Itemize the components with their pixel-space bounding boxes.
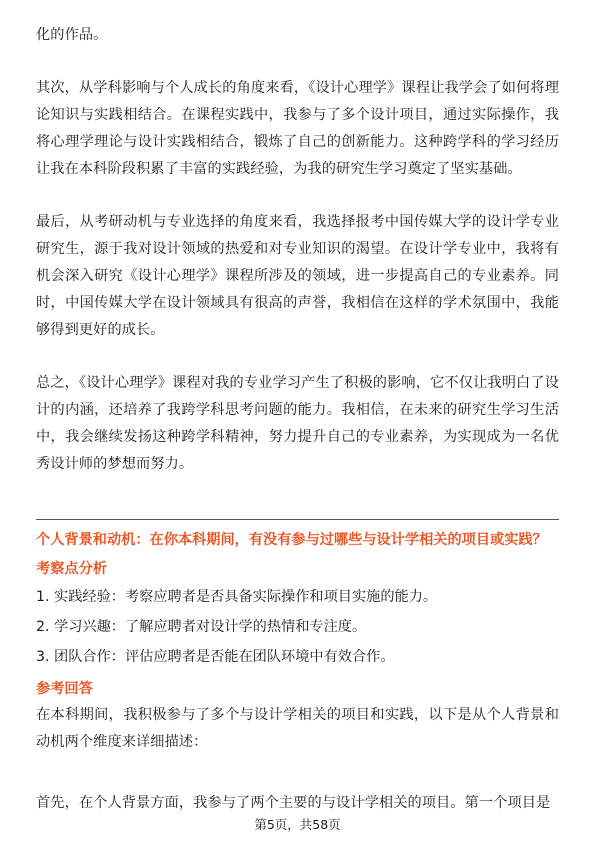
answer-continuation [36,790,559,817]
page-number: 第5页，共58页 [254,817,341,832]
analysis-title: 考察点分析 [36,561,107,577]
paragraph-continuation: 化的作品。 [36,27,108,43]
answer-paragraph-first-point: 首先，在个人背景方面，我参与了两个主要的与设计学相关的项目。第一个项目是 [36,795,551,811]
analysis-item: 3. 团队合作：评估应聘者是否能在团队环境中有效合作。 [36,649,395,665]
page-body [36,22,559,478]
answer-paragraph: 在本科期间，我积极参与了多个与设计学相关的项目和实践，以下是从个人背景和动机两个维度来详细描述： [36,707,559,750]
analysis-item: 1. 实践经验：考察应聘者是否具备实际操作和项目实施的能力。 [36,589,438,605]
question-heading: 个人背景和动机：在你本科期间，有没有参与过哪些与设计学相关的项目或实践？ [36,532,547,548]
answer-title: 参考回答 [36,681,93,697]
paragraph-second: 其次，从学科影响与个人成长的角度来看，《设计心理学》课程让我学会了如何将理论知识与实践相结合。在课程实践中，我参与了多个设计项目，通过实际操作，我将心理学理论与设计实践相结合，锻炼了自己的创新能力。这种跨学科的学习经历让我在本科阶段积累了丰富的实践经验，为我的研究生学习奠定了坚实基础。 [36,80,559,177]
analysis-item: 2. 学习兴趣：了解应聘者对设计学的热情和专注度。 [36,619,367,635]
answer-body [36,702,559,756]
section-divider [36,519,559,520]
paragraph-conclusion: 总之，《设计心理学》课程对我的专业学习产生了积极的影响，它不仅让我明白了设计的内涵，还培养了我跨学科思考问题的能力。我相信，在未来的研究生学习生活中，我会继续发扬这种跨学科精神，努力提升自己的专业素养，为实现成为一名优秀设计师的梦想而努力。 [36,375,559,472]
paragraph-finally: 最后，从考研动机与专业选择的角度来看，我选择报考中国传媒大学的设计学专业研究生，源于我对设计领域的热爱和对专业知识的渴望。在设计学专业中，我将有机会深入研究《设计心理学》课程所涉及的领域，进一步提高自己的专业素养。同时，中国传媒大学在设计领域具有很高的声誉，我相信在这样的学术氛围中，我能够得到更好的成长。 [36,214,559,338]
